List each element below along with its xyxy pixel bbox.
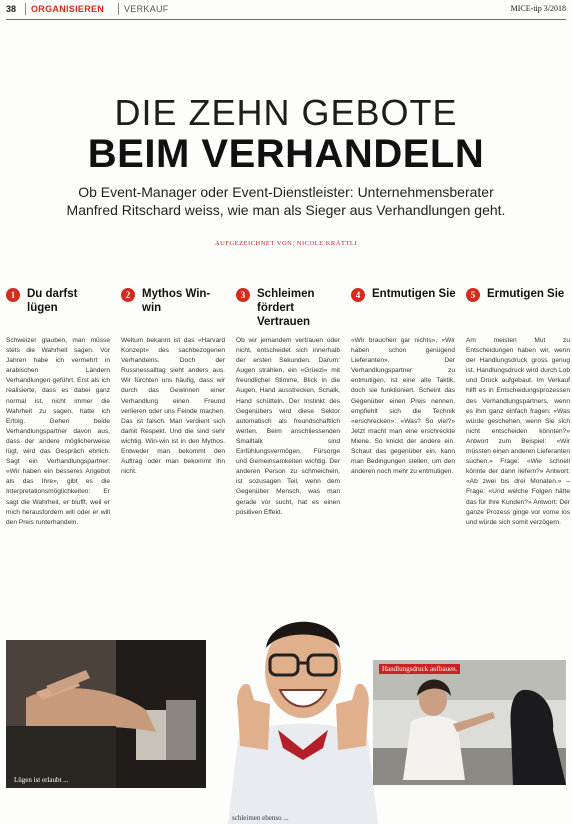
commandment-text: Weltum bekannt ist das «Harvard Konzept» des sachbezogenen Verhandelns. Doch der Russnessalltag sieht anders aus. Wir fürchten uns häufig, dass wir durch das Gewinnen einer Verhandlung einen Freund verlieren oder uns Feinde machen. Das ist falsch. Man verdient sich damit Respekt. Und die sind sehr wichtig. Win-win ist in den Mythos. Entweder man bekommt den Auftrag oder man bekommt ihn nicht. — [121, 337, 225, 476]
photo-crossed-fingers — [6, 640, 206, 788]
header-rule — [6, 19, 566, 20]
number-badge: 2 — [121, 288, 135, 302]
photo-thumbs-up-man — [218, 600, 388, 824]
commandment-text: Schweizer glauben, man müsse stets die Wahrheit sagen. Vor Jahren habe ich vermehrt in arabischen Ländern Verhandlungen geführt. Erst als ich realisierte, dass es dabei ganz normal ist, nicht immer die Wahrheit zu sagen, hatte ich Erfolg. Gehen beide Verhandlungspartner davon aus, dass der andere möglicherweise lügt, wird das Gespräch ehrlich. Sagt ein Verhandlungspartner: «Wir haben ein besseres Angebot als das Ihre», gibt es die Interpretationsmöglichkeiten: Er sagt die Wahrheit, er blufft, weil er mich herausfordern will oder er will den Preis runterhandeln. — [6, 337, 110, 526]
commandment-2 — [121, 286, 225, 477]
issue-label: MICE-tip 3/2018 — [510, 4, 566, 13]
commandment-4 — [351, 286, 455, 477]
header-divider — [118, 3, 119, 15]
photo-caption: Lügen ist erlaubt ... — [14, 776, 69, 784]
thumbs-up-illustration — [218, 600, 388, 824]
headline-line-2: BEIM VERHANDELN — [87, 132, 485, 176]
commandment-text: Ob wir jemandem vertrauen oder nicht, entscheidet sich innerhalb der ersten Sekunden. Darum: Augen strahlen, ein «Grüezi» mit freundlicher Stimme, Blick in die Augen, Hand ausstrecken, Schalk, Hand schütteln. Der Instinkt des Gegenübers wird diese Sektor automatisch als freundschaftlich werten. Beim anschliessenden Smalltalk sind Einfühlungsvermögen, Fürsorge und Gemeinsamkeiten wichtig. Der anderen Person zu schmeicheln, ist sozusagen Teil, wenn dem Gegenüber Mensch, was man gerade vor sucht, hat es einen positiven Effekt. — [236, 337, 340, 516]
page-number: 38 — [6, 4, 17, 14]
commandment-title: Mythos Win-win — [142, 288, 211, 314]
commandment-3 — [236, 286, 340, 518]
commandment-1 — [6, 286, 110, 528]
commandment-title: Entmutigen Sie — [372, 288, 456, 300]
page-header — [6, 3, 566, 19]
number-badge: 5 — [466, 288, 480, 302]
header-divider — [25, 3, 26, 15]
number-badge: 1 — [6, 288, 20, 302]
commandment-title: Ermutigen Sie — [487, 288, 565, 300]
crossed-fingers-illustration — [6, 640, 206, 788]
commandment-text: «Wir brauchen gar nichts», «Wir haben schon genügend Lieferanten». Der Verhandlungspartner zu entmutigen, ist eine alte Taktik, doch sie funktioniert. Scheint das Gegenüber einen Preis nennen, empfiehlt sich die Technik «erschrecken»: «Was? So viel?» Jetzt macht man eine erschreckte Miene. So knickt der andere ein. Schaut das gegenüber ein, kann man Bedingungen stellen, um den anderen noch mehr zu entmutigen. — [351, 337, 455, 476]
number-badge: 3 — [236, 288, 250, 302]
photo-meeting — [373, 660, 566, 785]
headline-line-1: DIE ZEHN GEBOTE — [114, 92, 458, 133]
commandment-5 — [466, 286, 570, 528]
commandment-title: Schleimen fördert Vertrauen — [257, 288, 315, 328]
meeting-illustration — [373, 660, 566, 785]
subsection-label: VERKAUF — [124, 4, 169, 14]
photo-tag: Handlungsdruck aufbauen. — [379, 664, 460, 674]
commandment-text: Am meisten Mut zu Entscheidungen haben wir, wenn der Handlungsdruck gross genug ist. Handlungsdruck wird durch Lob und Druck aufgebaut. Im Verkauf hilft es in Entscheidungsprozessen des Verhandlungspartners, wenn es ihm ganz einfach fragen: «Was würde geschehen, wenn Sie sich nicht entscheiden könnten?» Antwort zum Beispiel: «Wir müssten einen anderen Lieferanten suchen.» Frage: «Wie schnell könnte der dann liefern?» Antwort: «Ab zwei bis drei Monaten.» – Frage: «Und welche Folgen hätte das für Ihre Kunden?» Antwort: Der ganze Prozess ginge vor vorne los und würde sich somit verzögern. — [466, 337, 570, 526]
number-badge: 4 — [351, 288, 365, 302]
byline: AUFGEZEICHNET VON: NICOLE KRÄTTLI — [214, 240, 358, 247]
lead-paragraph: Ob Event-Manager oder Event-Dienstleister: Unternehmensberater Manfred Ritschard weiss, wie man als Sieger aus Verhandlungen geht. — [66, 184, 506, 218]
photo-caption: schleimen ebenso ... — [232, 814, 289, 822]
section-label: ORGANISIEREN — [31, 4, 105, 14]
commandment-title: Du darfst lügen — [27, 288, 78, 314]
